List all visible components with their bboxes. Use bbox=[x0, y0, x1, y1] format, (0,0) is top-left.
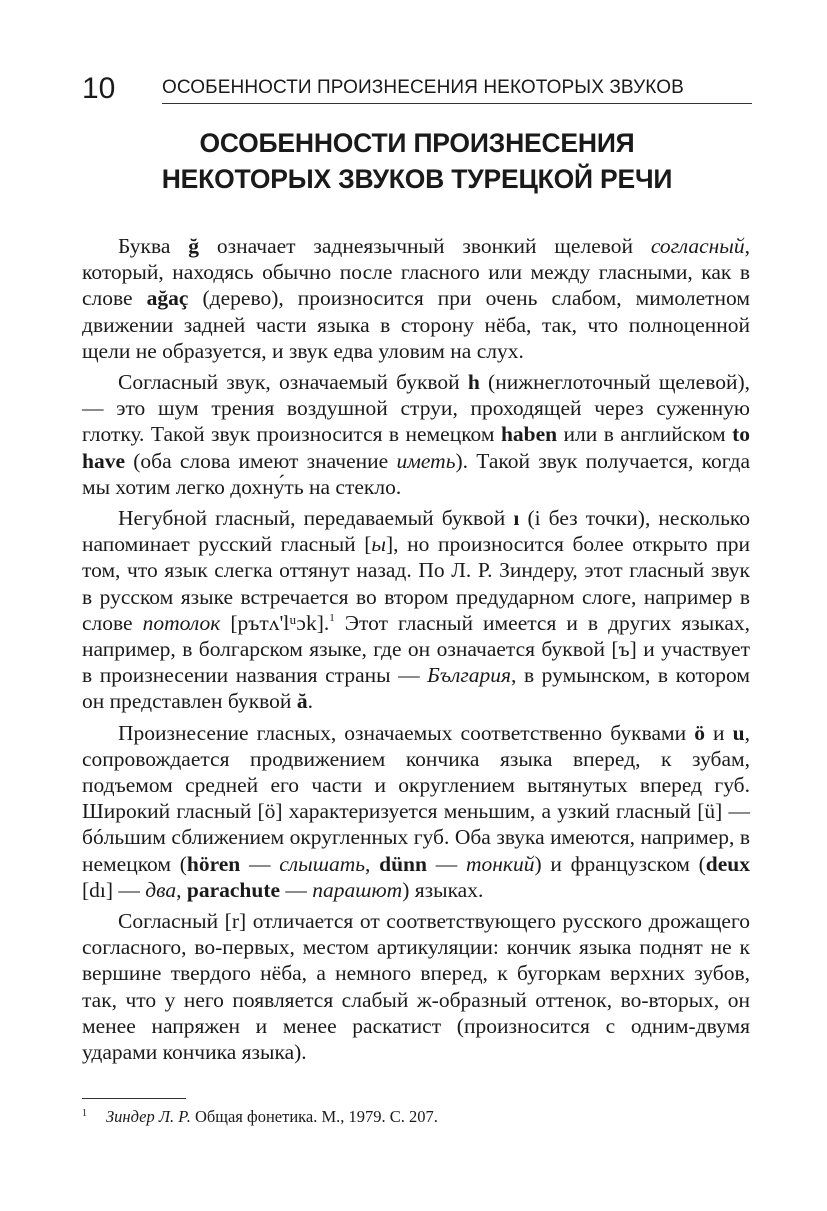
italic-term: иметь bbox=[396, 448, 456, 473]
text-run: Согласный [r] отличается от соответствующего русского дрожащего согласного, во-первых, местом артикуляции: кончик языка поднят не к вершине твердого нёба, а немного вперед, к бугоркам верхних зубов, так, что у него появляется слабый ж-образный оттенок, во-вторых, он менее напряжен и менее раскатист (произносится с одним-двумя ударами кончика языка). bbox=[82, 909, 750, 1065]
italic-term: ы bbox=[371, 532, 386, 557]
romanian-letter: ă bbox=[296, 689, 308, 714]
text-run: (i без точки), несколько напоминает русский гласный [ bbox=[82, 506, 750, 557]
text-run: Буква bbox=[118, 234, 189, 258]
text-run: Произнесение гласных, означаемых соответственно буквами bbox=[118, 720, 695, 745]
chapter-title-line-2: НЕКОТОРЫХ ЗВУКОВ ТУРЕЦКОЙ РЕЧИ bbox=[161, 164, 673, 194]
turkish-letter: ö bbox=[694, 720, 705, 745]
paragraph-letters-o-u bbox=[82, 720, 750, 903]
chapter-title bbox=[82, 125, 752, 197]
text-run: , в румынском, в котором он представлен буквой bbox=[82, 663, 751, 714]
example-word: parachute bbox=[186, 877, 281, 902]
italic-term: слышать bbox=[279, 851, 366, 876]
body-text bbox=[82, 233, 750, 1070]
italic-term: тонкий bbox=[465, 851, 535, 876]
turkish-letter: ğ bbox=[188, 234, 199, 258]
paragraph-letter-r bbox=[82, 908, 750, 1065]
text-run: Согласный звук, означаемый буквой bbox=[118, 370, 468, 395]
example-word: haben bbox=[500, 422, 558, 447]
turkish-example-word: ağaç bbox=[146, 286, 189, 311]
text-run: (оба слова имеют значение bbox=[125, 448, 397, 473]
paragraph-letter-g bbox=[82, 233, 750, 364]
text-run: — bbox=[426, 851, 466, 876]
text-run: , который, находясь обычно после гласного или между гласными, как в слове bbox=[82, 234, 750, 311]
example-word: to have bbox=[82, 422, 750, 473]
footnote-author: Зиндер Л. Р. bbox=[106, 1107, 191, 1126]
footnote-reference[interactable]: 1 bbox=[329, 611, 335, 624]
italic-term: потолок bbox=[142, 610, 221, 635]
example-word: deux bbox=[705, 851, 751, 876]
paragraph-letter-h bbox=[82, 369, 750, 500]
text-run: и bbox=[704, 720, 733, 745]
text-run: [pътʌ'lᵘɔk]. bbox=[220, 610, 330, 635]
chapter-title-line-1: ОСОБЕННОСТИ ПРОИЗНЕСЕНИЯ bbox=[199, 128, 635, 158]
text-run: Этот гласный имеется и в других языках, например, в болгарском языке, где он означается буквой [ъ] и участвует в произнесении названия страны — bbox=[82, 610, 750, 688]
page-number: 10 bbox=[82, 72, 116, 105]
italic-term: парашют bbox=[312, 877, 403, 902]
example-word: hören bbox=[186, 851, 241, 876]
text-run: или в английском bbox=[557, 422, 733, 447]
footnote-mark: 1 bbox=[82, 1108, 87, 1119]
example-word: dünn bbox=[379, 851, 427, 876]
footnote-citation: Общая фонетика. М., 1979. С. 207. bbox=[190, 1107, 438, 1126]
text-run: , bbox=[365, 851, 380, 876]
text-run: ). Такой звук получается, когда мы хотим легко дохну́ть на стекло. bbox=[82, 448, 750, 499]
text-run: — bbox=[280, 877, 313, 902]
text-run: ) и французском ( bbox=[534, 851, 706, 876]
footnote bbox=[82, 1103, 750, 1128]
header-rule bbox=[162, 103, 752, 104]
paragraph-letter-dotless-i bbox=[82, 505, 750, 715]
text-run: ) языках. bbox=[402, 877, 484, 902]
turkish-letter: h bbox=[467, 370, 480, 395]
text-run: (нижнеглоточный щелевой), — это шум трения воздушной струи, проходящей через суженную глотку. Такой звук произносится в немецком bbox=[82, 370, 750, 447]
running-header bbox=[82, 72, 752, 106]
text-run: . bbox=[307, 689, 313, 714]
text-run: , сопровождается продвижением кончика языка вперед, к зубам, подъемом средней его части и округлением вытянутых вперед губ. Широкий гласный [ö] характеризуется меньшим, а узкий гласный [ü] — бóльшим сближением округленных губ. Оба звука имеются, например, в немецком ( bbox=[82, 720, 751, 876]
text-run: ], но произносится более открыто при том, что язык слегка оттянут назад. По Л. Р. Зиндеру, этот гласный звук в русском языке встречается во втором предударном слоге, например в слове bbox=[82, 532, 750, 635]
text-run: (дерево), произносится при очень слабом, мимолетном движении задней части языка в сторону нёба, так, что полноценной щели не образуется, и звук едва уловим на слух. bbox=[82, 286, 750, 363]
italic-term: согласный bbox=[650, 234, 745, 258]
text-run: [dı] — bbox=[82, 877, 146, 902]
running-title: ОСОБЕННОСТИ ПРОИЗНЕСЕНИЯ НЕКОТОРЫХ ЗВУКОВ bbox=[162, 77, 684, 98]
turkish-letter: u bbox=[732, 720, 745, 745]
text-run: , bbox=[176, 877, 187, 902]
footnote-rule bbox=[82, 1098, 186, 1099]
text-run: Негубной гласный, передаваемый буквой bbox=[118, 506, 514, 531]
turkish-letter: ı bbox=[513, 506, 520, 531]
text-run: — bbox=[240, 851, 280, 876]
italic-term: два bbox=[145, 877, 177, 902]
italic-term: България bbox=[427, 663, 512, 688]
text-run: означает заднеязычный звонкий щелевой bbox=[199, 234, 651, 258]
